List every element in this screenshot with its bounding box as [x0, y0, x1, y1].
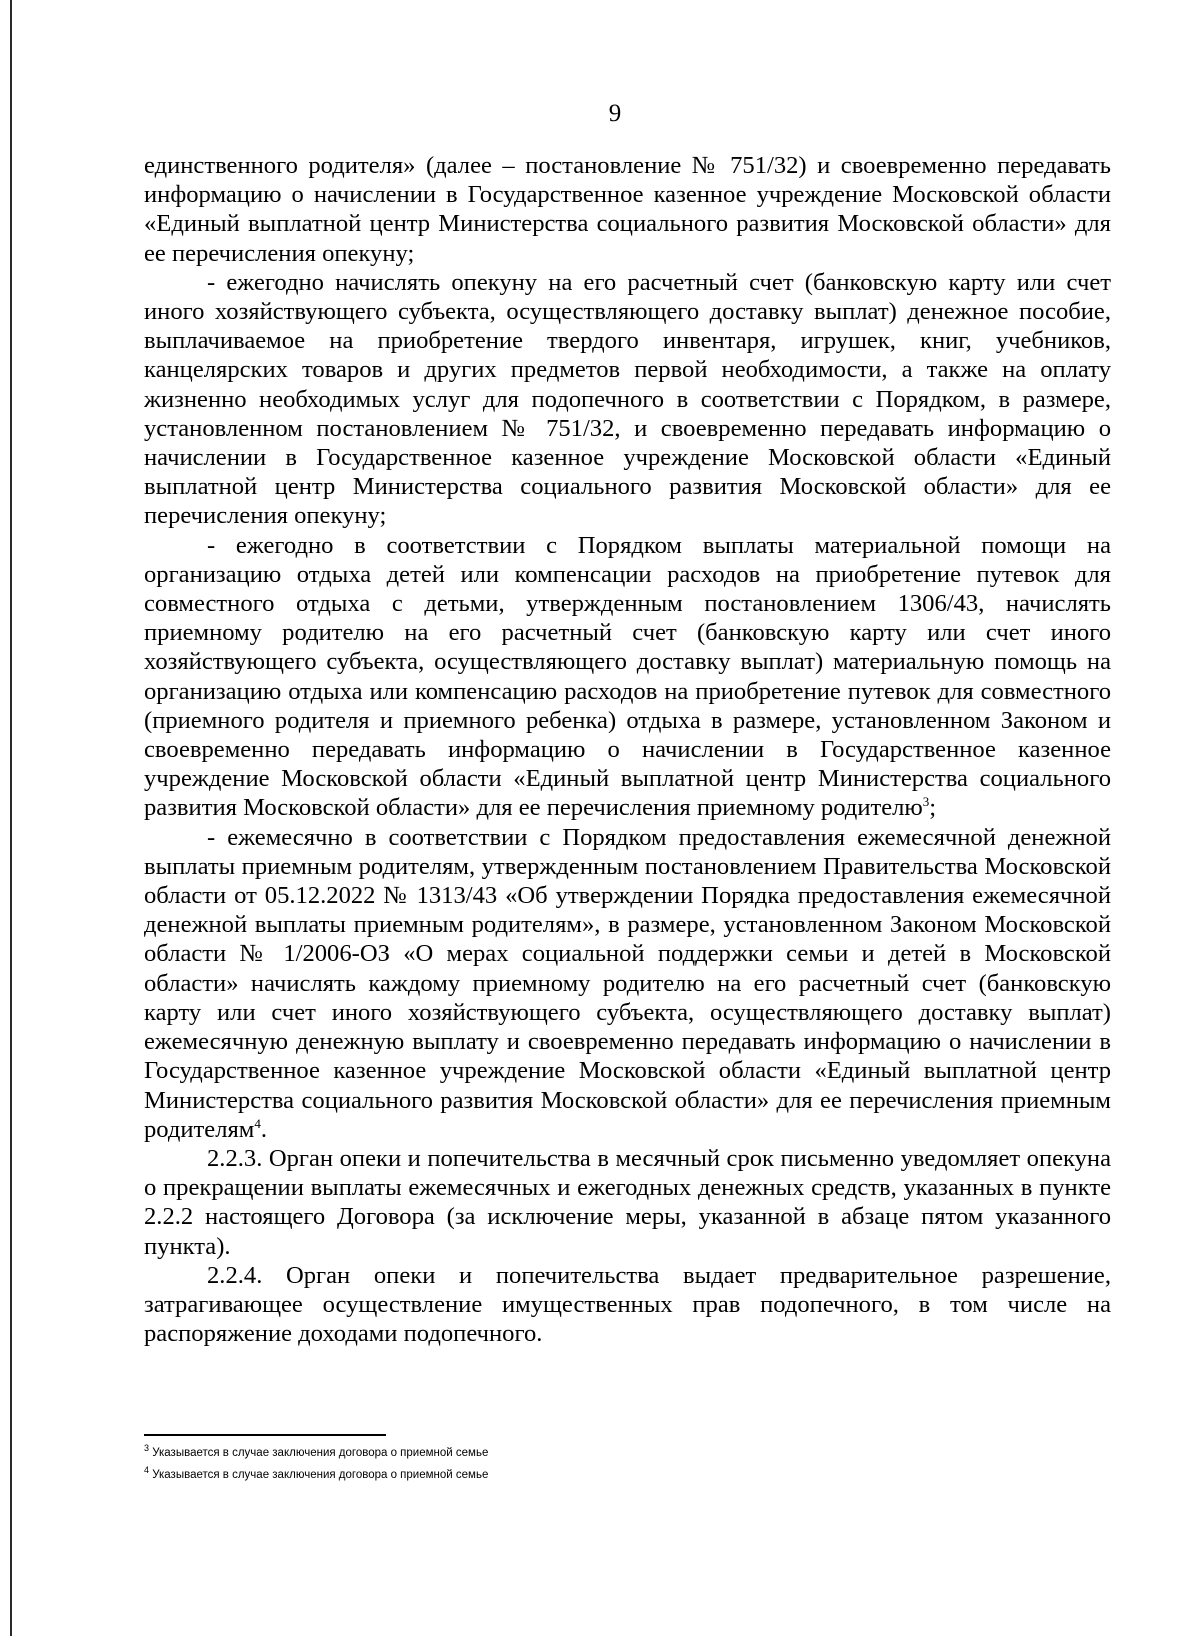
paragraph-text: - ежегодно начислять опекуну на его расчетный счет (банковскую карту или счет иного хозяйствующего субъекта, осуществляющего доставку выплат) денежное пособие, выплачиваемое на приобретение твердого инвентаря, игрушек, книг, учебников, канцелярских товаров и других предметов первой необходимости, а также на оплату жизненно необходимых услуг для подопечного в соответствии с Порядком, в размере, установленном постановлением № 751/32, и своевременно передавать информацию о начислении в Государственное казенное учреждение Московской области «Единый выплатной центр Министерства социального развития Московской области» для ее перечисления опекуну; [144, 268, 1111, 530]
paragraph-2-2-4 [144, 1261, 1111, 1349]
footnotes [144, 1445, 844, 1489]
footnote-number: 3 [144, 1443, 150, 1454]
paragraph-2-2-3 [144, 1144, 1111, 1261]
paragraph-monthly-payment [144, 823, 1111, 1144]
paragraph-annual-allowance [144, 268, 1111, 531]
footnote-4 [144, 1467, 844, 1483]
footnote-number: 4 [144, 1465, 150, 1476]
paragraph-text: 2.2.4. Орган опеки и попечительства выдает предварительное разрешение, затрагивающее осуществление имущественных прав подопечного, в том числе на распоряжение доходами подопечного. [144, 1261, 1111, 1348]
paragraph-text: 2.2.3. Орган опеки и попечительства в месячный срок письменно уведомляет опекуна о прекращении выплаты ежемесячных и ежегодных денежных средств, указанных в пункте 2.2.2 настоящего Договора (за исключение меры, указанной в абзаце пятом указанного пункта). [144, 1144, 1111, 1260]
paragraph-text: единственного родителя» (далее – постановление № 751/32) и своевременно передавать информацию о начислении в Государственное казенное учреждение Московской области «Единый выплатной центр Министерства социального развития Московской области» для ее перечисления опекуну; [144, 152, 1111, 267]
paragraph-tail: . [260, 1115, 268, 1143]
page-number: 9 [608, 100, 622, 127]
scan-page-edge [10, 0, 12, 1636]
footnote-ref: 4 [254, 1115, 261, 1131]
document-body [144, 151, 1111, 1348]
footnote-3 [144, 1445, 844, 1461]
footnote-ref: 3 [922, 794, 930, 810]
footnote-text: Указывается в случае заключения договора о приемной семье [152, 1447, 489, 1459]
paragraph-material-aid [144, 531, 1111, 823]
paragraph-continuation [144, 151, 1111, 268]
footnote-separator [144, 1434, 386, 1436]
paragraph-text: - ежегодно в соответствии с Порядком выплаты материальной помощи на организацию отдыха детей или компенсации расходов на приобретение путевок для совместного отдыха с детьми, утвержденным постановлением 1306/43, начислять приемному родителю на его расчетный счет (банковскую карту или счет иного хозяйствующего субъекта, осуществляющего доставку выплат) материальную помощь на организацию отдыха или компенсацию расходов на приобретение путевок для совместного (приемного родителя и приемного ребенка) отдыха в размере, установленном Законом и своевременно передавать информацию о начислении в Государственное казенное учреждение Московской области «Единый выплатной центр Министерства социального развития Московской области» для ее перечисления приемному родителю [144, 531, 1111, 822]
paragraph-tail: ; [929, 794, 937, 822]
paragraph-text: - ежемесячно в соответствии с Порядком предоставления ежемесячной денежной выплаты приемным родителям, утвержденным постановлением Правительства Московской области от 05.12.2022 № 1313/43 «Об утверждении Порядка предоставления ежемесячной денежной выплаты приемным родителям», в размере, установленном Законом Московской области № 1/2006-ОЗ «О мерах социальной поддержки семьи и детей в Московской области» начислять каждому приемному родителю на его расчетный счет (банковскую карту или счет иного хозяйствующего субъекта, осуществляющего доставку выплат) ежемесячную денежную выплату и своевременно передавать информацию о начислении в Государственное казенное учреждение Московской области «Единый выплатной центр Министерства социального развития Московской области» для ее перечисления приемным родителям [144, 823, 1111, 1143]
footnote-text: Указывается в случае заключения договора о приемной семье [152, 1469, 489, 1481]
